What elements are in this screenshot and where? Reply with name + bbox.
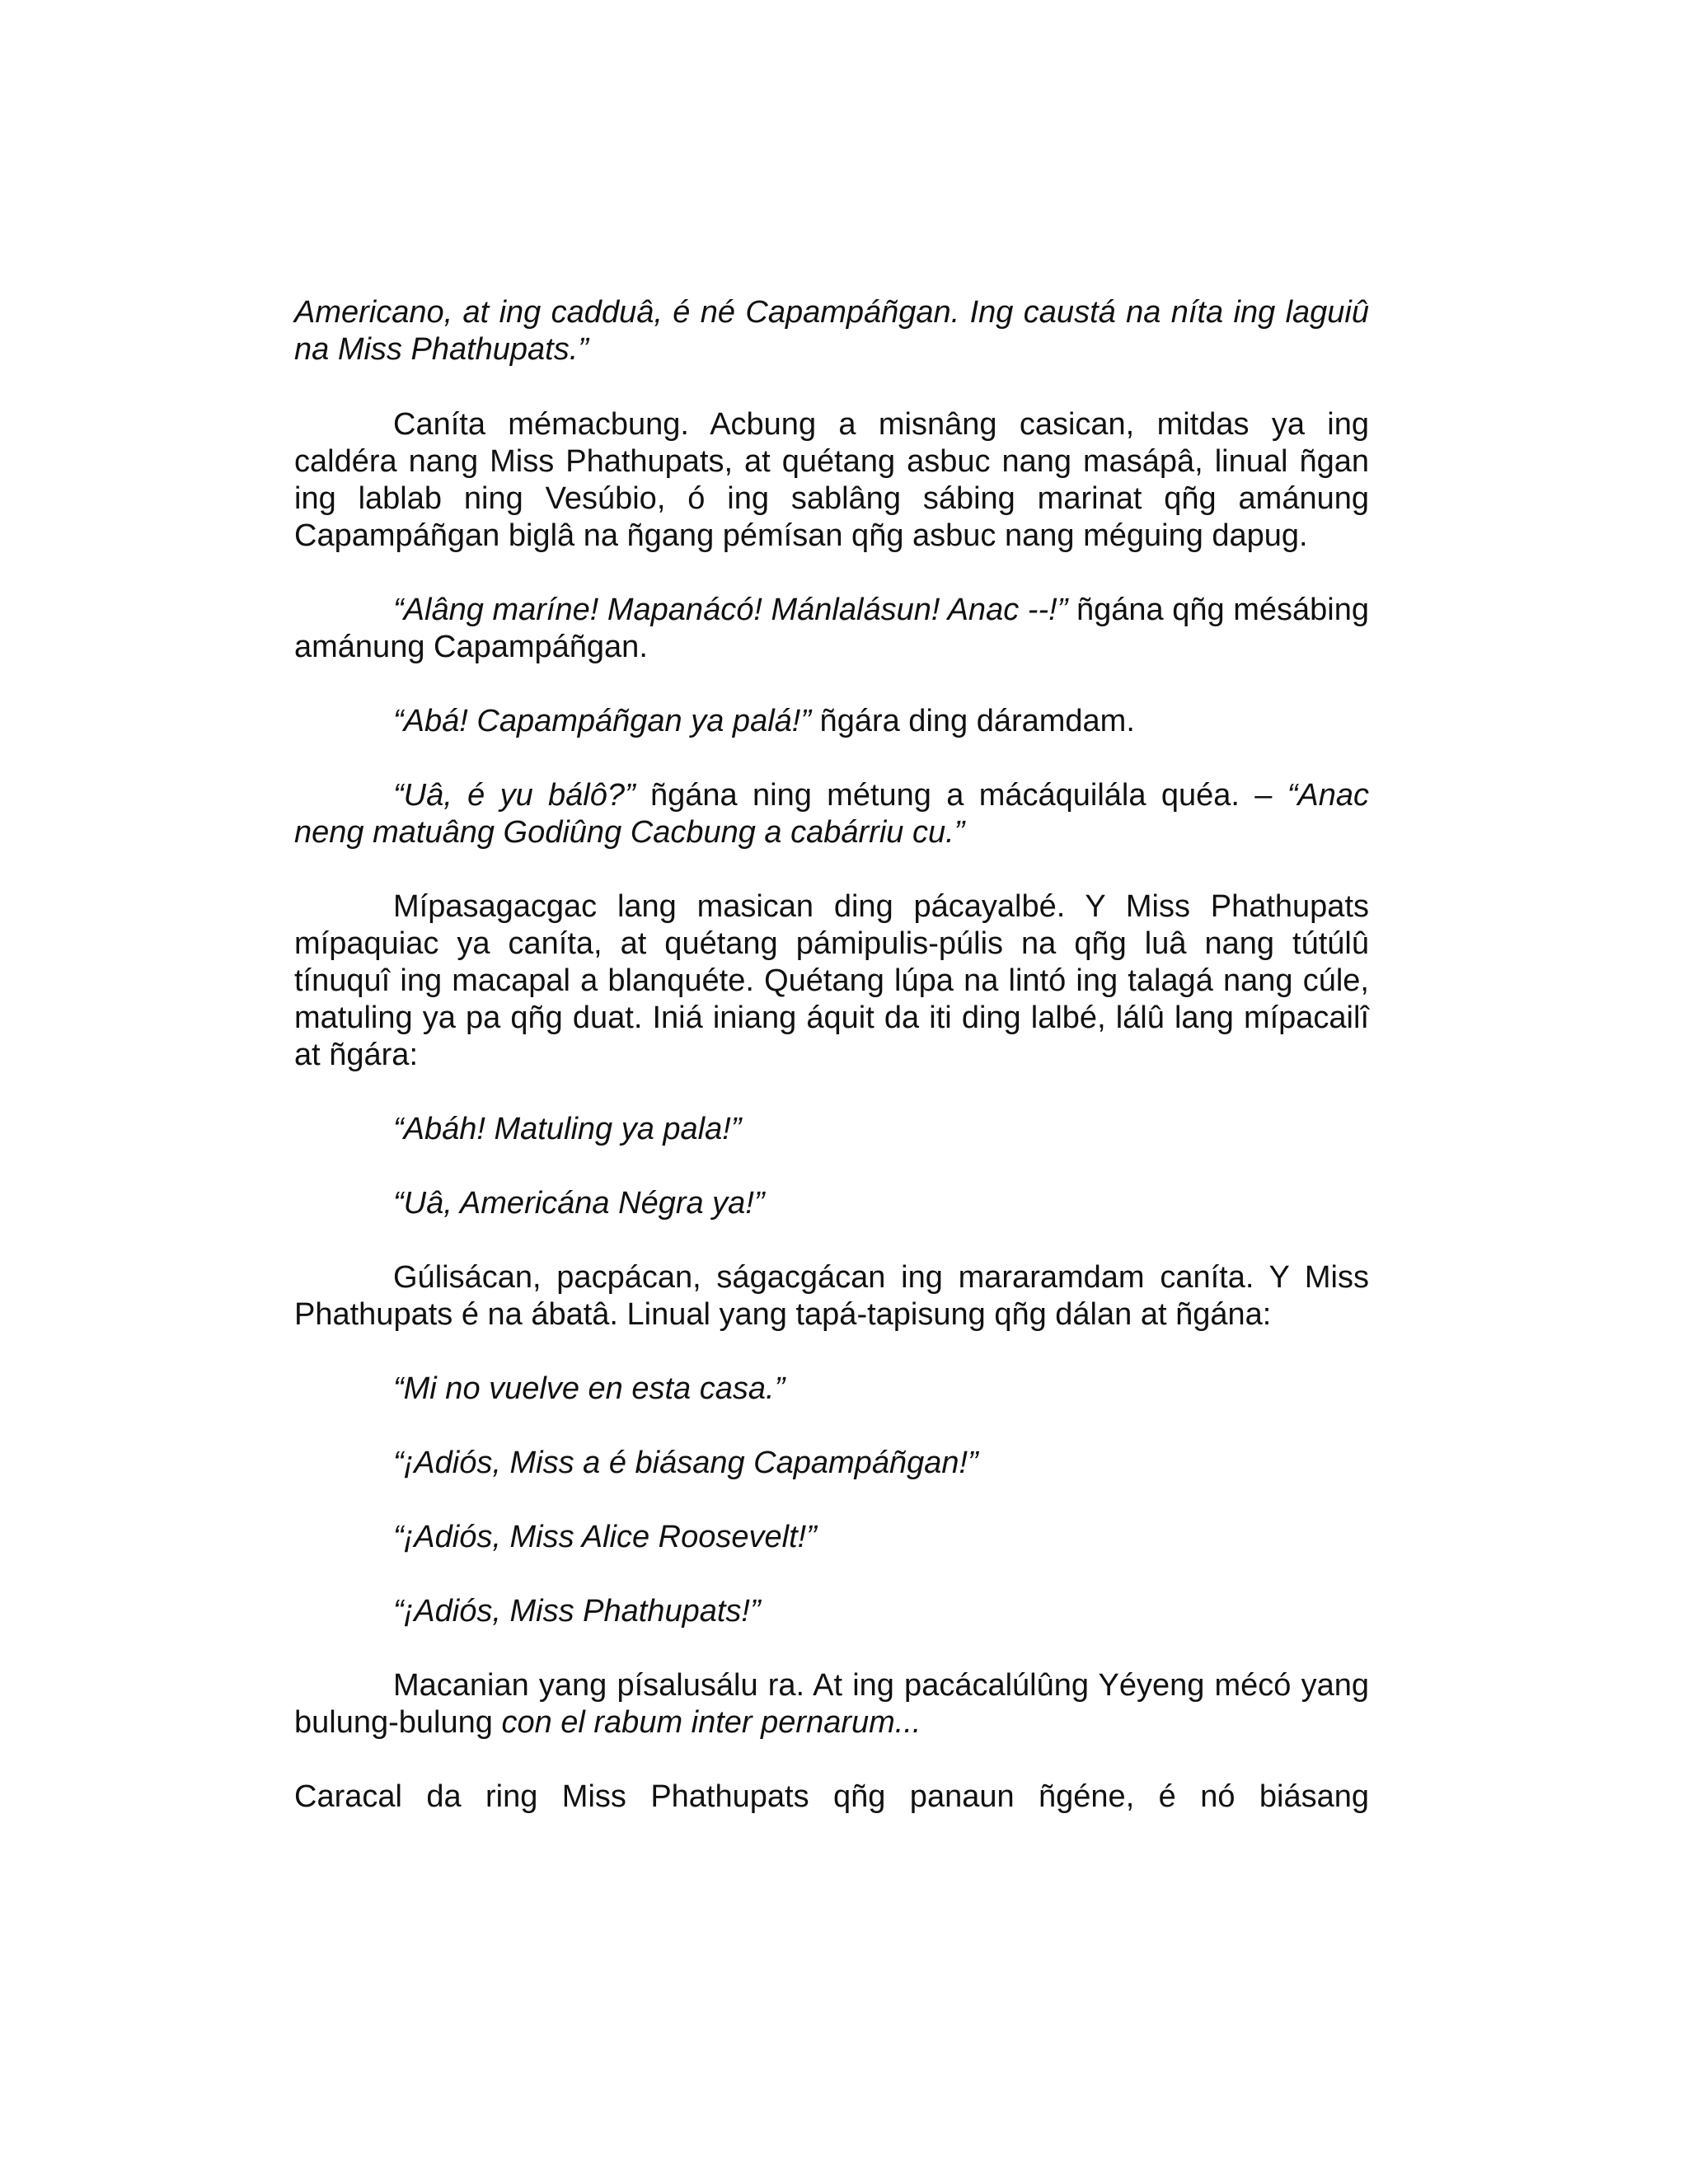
paragraph-14 bbox=[294, 1667, 1369, 1741]
paragraph-9-text: Gúlisácan, pacpácan, ságacgácan ing mararamdam caníta. Y Miss Phathupats é na ábatâ. Linual yang tapá-tapisung qñg dálan at ñgána: bbox=[294, 1260, 1369, 1332]
paragraph-13 bbox=[393, 1593, 1369, 1630]
paragraph-10-italic: “Mi no vuelve en esta casa.” bbox=[393, 1371, 785, 1406]
paragraph-6 bbox=[294, 888, 1369, 1074]
paragraph-3-italic: “Alâng maríne! Mapanácó! Mánlalásun! Anac --!” bbox=[393, 593, 1068, 627]
paragraph-1 bbox=[294, 294, 1369, 368]
paragraph-4 bbox=[294, 703, 1369, 740]
paragraph-11 bbox=[393, 1445, 1369, 1482]
paragraph-5 bbox=[294, 777, 1369, 851]
paragraph-1-italic: Americano, at ing cadduâ, é né Capampáñgan. Ing caustá na níta ing laguiû na Miss Phathupats.” bbox=[294, 295, 1369, 367]
paragraph-2-text: Caníta mémacbung. Acbung a misnâng casican, mitdas ya ing caldéra nang Miss Phathupats, at quétang asbuc nang masápâ, linual ñgan ing lablab ning Vesúbio, ó ing sablâng sábing marinat qñg amánung Capampáñgan biglâ na ñgang pémísan qñg asbuc nang méguing dapug. bbox=[294, 407, 1369, 553]
paragraph-5-mid: ñgána ning métung a mácáquilála quéa. – bbox=[635, 778, 1287, 813]
paragraph-4-italic: “Abá! Capampáñgan ya palá!” bbox=[393, 704, 811, 738]
paragraph-7 bbox=[393, 1111, 1369, 1148]
paragraph-8-italic: “Uâ, Americána Négra ya!” bbox=[393, 1186, 765, 1221]
paragraph-14-italic: con el rabum inter pernarum... bbox=[501, 1705, 921, 1740]
paragraph-5-italic-2: “Anac neng matuâng Godiûng Cacbung a cabárriu cu.” bbox=[294, 778, 1369, 850]
paragraph-8 bbox=[393, 1185, 1369, 1222]
paragraph-2 bbox=[294, 406, 1369, 555]
paragraph-15 bbox=[294, 1779, 1369, 1816]
paragraph-7-italic: “Abáh! Matuling ya pala!” bbox=[393, 1112, 742, 1146]
paragraph-14-text: Macanian yang písalusálu ra. At ing pacácalúlûng Yéyeng mécó yang bulung-bulung bbox=[294, 1668, 1369, 1740]
paragraph-4-rest: ñgára ding dáramdam. bbox=[811, 704, 1135, 738]
paragraph-11-italic: “¡Adiós, Miss a é biásang Capampáñgan!” bbox=[393, 1446, 978, 1480]
paragraph-13-italic: “¡Adiós, Miss Phathupats!” bbox=[393, 1594, 761, 1629]
paragraph-9 bbox=[294, 1259, 1369, 1333]
paragraph-6-text: Mípasagacgac lang masican ding pácayalbé. Y Miss Phathupats mípaquiac ya caníta, at quétang pámipulis-púlis na qñg luâ nang tútúlû tínuquî ing macapal a blanquéte. Quétang lúpa na lintó ing talagá nang cúle, matuling ya pa qñg duat. Iniá iniang áquit da iti ding lalbé, lálû lang mípacailî at ñgára: bbox=[294, 889, 1369, 1072]
paragraph-10 bbox=[393, 1371, 1369, 1408]
paragraph-15-text: Caracal da ring Miss Phathupats qñg panaun ñgéne, é nó biásang bbox=[294, 1779, 1369, 1814]
paragraph-12 bbox=[393, 1519, 1369, 1556]
paragraph-5-italic: “Uâ, é yu bálô?” bbox=[393, 778, 635, 813]
paragraph-3 bbox=[294, 592, 1369, 666]
paragraph-3-rest: ñgána qñg mésábing amánung Capampáñgan. bbox=[294, 593, 1369, 664]
paragraph-12-italic: “¡Adiós, Miss Alice Roosevelt!” bbox=[393, 1520, 817, 1554]
